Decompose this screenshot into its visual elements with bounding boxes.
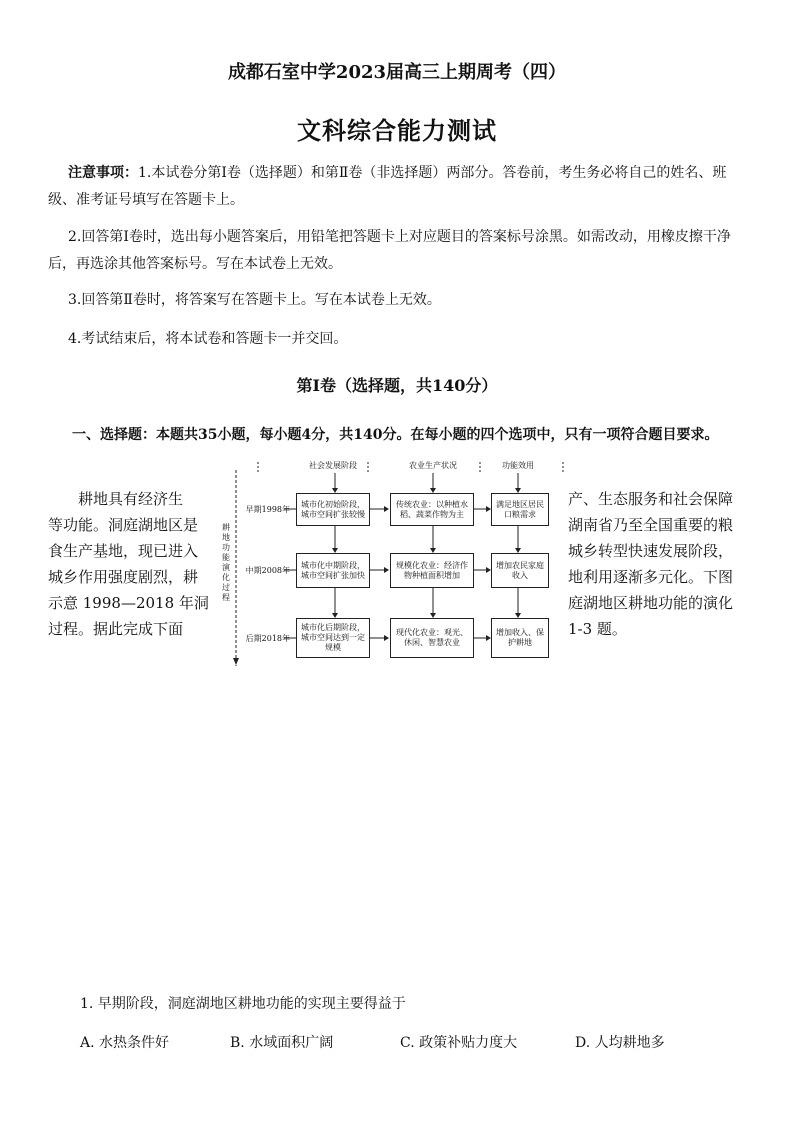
note-item-4 — [48, 326, 748, 353]
note-text-1: 1.本试卷分第Ⅰ卷（选择题）和第Ⅱ卷（非选择题）两部分。答卷前，考生务必将自己的姓名、班级、准考证号填写在答题卡上。 — [48, 165, 727, 208]
section-instruction-text: 一、选择题：本题共35小题，每小题4分，共140分。在每小题的四个选项中，只有一项符合题目要求。 — [72, 427, 719, 443]
note-text-3: 3.回答第Ⅱ卷时，将答案写在答题卡上。写在本试卷上无效。 — [68, 292, 441, 308]
period-late: 后期2018年 — [245, 634, 290, 643]
box-agri-late: 现代化农业：观光、休闲、智慧农业 — [390, 618, 474, 658]
question-1-stem: 1. 早期阶段，洞庭湖地区耕地功能的实现主要得益于 — [80, 996, 406, 1012]
col-title-social: 社会发展阶段 — [309, 461, 357, 470]
box-effect-mid: 增加农民家庭收入 — [491, 553, 549, 588]
col-title-agri: 农业生产状况 — [409, 461, 457, 470]
box-effect-late: 增加收入、保护耕地 — [491, 618, 549, 658]
passage-line: 过程。据此完成下面 — [48, 620, 184, 638]
vertical-label: 耕地功能演化过程 — [222, 523, 230, 602]
section-instruction — [48, 421, 752, 449]
note-item-1 — [48, 160, 748, 214]
option-d: D. 人均耕地多 — [575, 1035, 665, 1051]
passage-line: 湖南省乃至全国重要的粮 — [568, 516, 734, 534]
note-label: 注意事项： — [68, 165, 138, 181]
passage-line: 城乡作用强度剧烈，耕 — [48, 568, 199, 586]
box-social-mid: 城市化中期阶段，城市空间扩张加快 — [296, 553, 370, 588]
farmland-function-diagram — [218, 458, 564, 666]
exam-title: 成都石室中学2023届高三上期周考（四） — [227, 62, 567, 83]
passage-line: 1-3 题。 — [568, 620, 627, 638]
period-mid: 中期2008年 — [245, 566, 290, 575]
passage-line: 庭湖地区耕地功能的演化 — [568, 594, 734, 612]
passage-line: 耕地具有经济生 — [78, 490, 184, 508]
note-item-3 — [48, 287, 748, 314]
exam-subtitle: 文科综合能力测试 — [297, 116, 497, 145]
box-social-late: 城市化后期阶段，城市空间达到一定规模 — [296, 618, 370, 658]
note-item-2 — [48, 224, 748, 278]
option-b: B. 水域面积广阔 — [230, 1035, 334, 1051]
box-effect-early: 满足地区居民口粮需求 — [491, 493, 549, 526]
passage-line: 示意 1998—2018 年洞 — [48, 594, 209, 612]
passage-line: 地利用逐渐多元化。下图 — [568, 568, 734, 586]
box-agri-early: 传统农业：以种植水稻、蔬菜作物为主 — [390, 493, 474, 526]
passage-line: 城乡转型快速发展阶段， — [568, 542, 734, 560]
passage-right — [568, 486, 758, 642]
note-text-2: 2.回答第Ⅰ卷时，选出每小题答案后，用铅笔把答题卡上对应题目的答案标号涂黑。如需改动，用橡皮擦干净后，再选涂其他答案标号。写在本试卷上无效。 — [48, 229, 731, 272]
passage-line: 产、生态服务和社会保障 — [568, 490, 734, 508]
passage-line: 食生产基地，现已进入 — [48, 542, 199, 560]
box-social-early: 城市化初始阶段，城市空间扩张较慢 — [296, 493, 370, 526]
period-early: 早期1998年 — [245, 505, 290, 514]
passage-line: 等功能。洞庭湖地区是 — [48, 516, 199, 534]
option-c: C. 政策补贴力度大 — [400, 1035, 518, 1051]
option-a: A. 水热条件好 — [80, 1035, 170, 1051]
box-agri-mid: 规模化农业：经济作物种植面积增加 — [390, 553, 474, 588]
section-title: 第Ⅰ卷（选择题，共140分） — [296, 376, 498, 395]
passage-left — [48, 486, 208, 642]
note-text-4: 4.考试结束后，将本试卷和答题卡一并交回。 — [68, 331, 348, 347]
col-title-effect: 功能效用 — [502, 461, 534, 470]
